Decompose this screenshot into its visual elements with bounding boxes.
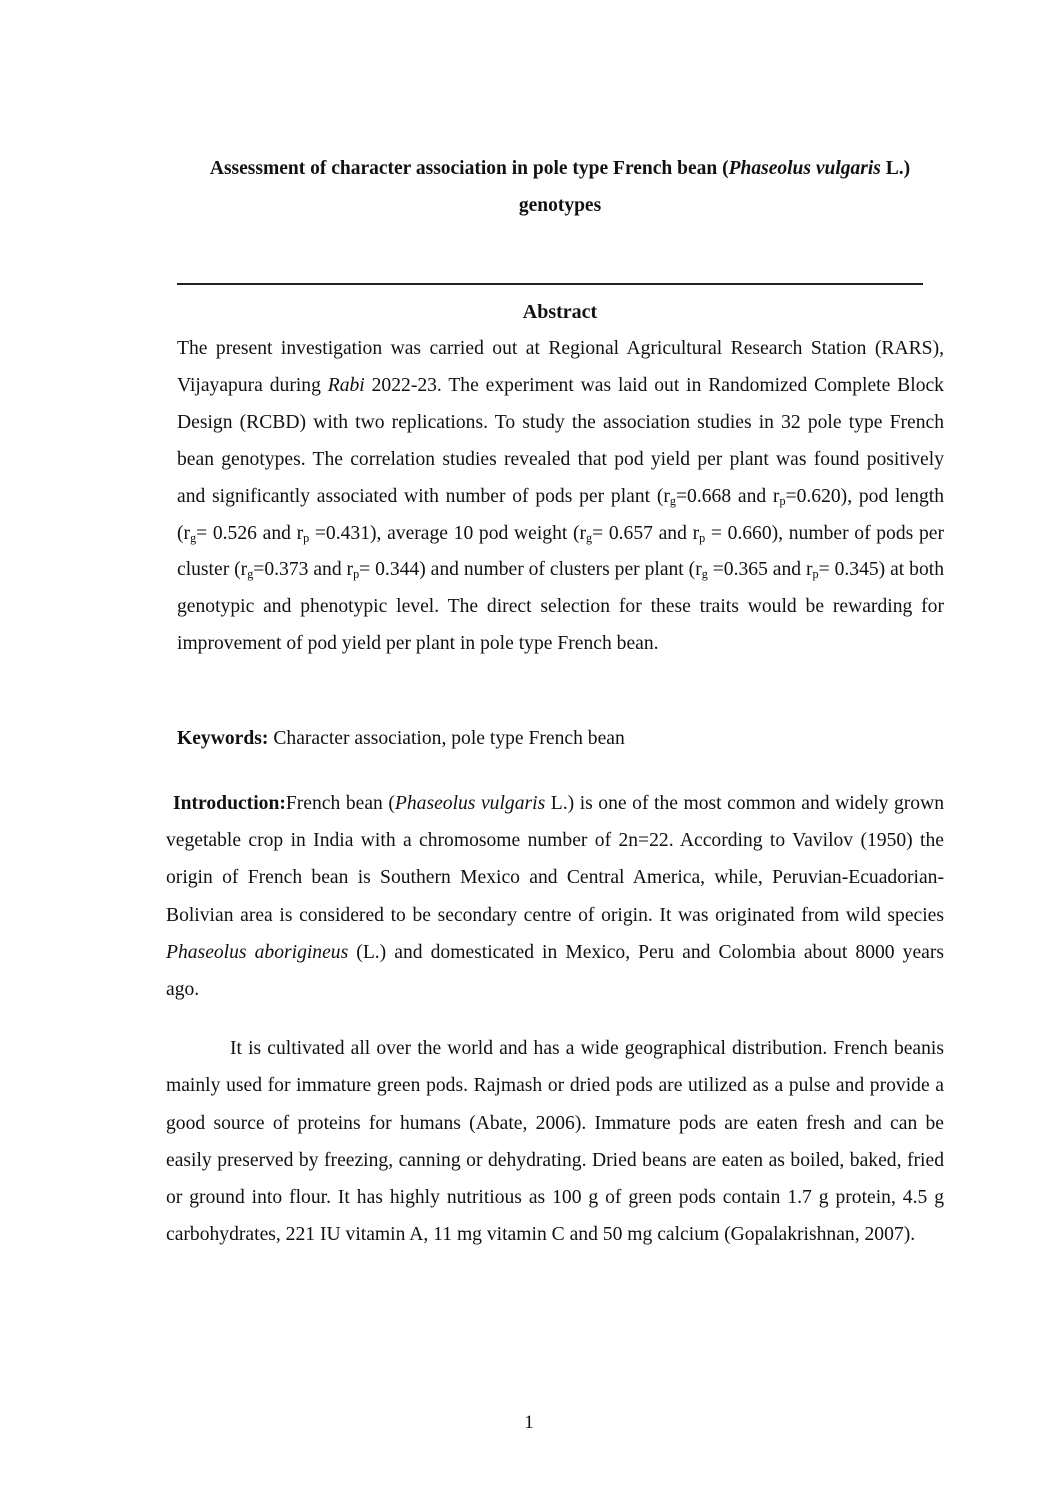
subscript-p: p bbox=[699, 530, 706, 545]
title-text-part1: Assessment of character association in pole type French bean ( bbox=[209, 158, 729, 179]
keywords-label: Keywords: bbox=[177, 728, 269, 749]
subscript-g: g bbox=[247, 567, 254, 582]
page-number: 1 bbox=[524, 1412, 534, 1433]
intro-text: French bean ( bbox=[285, 793, 395, 814]
abstract-heading: Abstract bbox=[522, 301, 598, 323]
abstract-text: 2022-23. The experiment was laid out in Randomized Complete Block Design (RCBD) with two replications. To study the association studies in 32 pole type French bean genotypes. The correlation studies revealed that pod yield per plant was found positively and significantly associated with number of pods per plant (r bbox=[177, 374, 944, 507]
abstract-text: = 0.344) and number of clusters per plant (r bbox=[359, 559, 702, 581]
introduction-label: Introduction: bbox=[173, 793, 286, 814]
introduction-paragraph-2: It is cultivated all over the world and has a wide geographical distribution. French beanis mainly used for immature green pods. Rajmash or dried pods are utilized as a pulse and provide a good source of proteins for humans (Abate, 2006). Immature pods are eaten fresh and can be easily preserved by freezing, canning or dehydrating. Dried beans are eaten as boiled, baked, fried or ground into flour. It has highly nutritious as 100 g of green pods contain 1.7 g protein, 4.5 g carbohydrates, 221 IU vitamin A, 11 mg vitamin C and 50 mg calcium (Gopalakrishnan, 2007). bbox=[166, 1038, 944, 1246]
horizontal-rule-divider bbox=[177, 283, 923, 285]
subscript-p: p bbox=[303, 530, 310, 545]
intro-species-italic: Phaseolus aborigineus bbox=[166, 941, 349, 963]
title-species-name: Phaseolus vulgaris bbox=[728, 158, 881, 179]
intro-text: L.) is one of the most common and widely grown vegetable crop in India with a chromosome number of 2n=22. According to Vavilov (1950) the origin of French bean is Southern Mexico and Central America, while, Peruvian-Ecuadorian-Bolivian area is considered to be secondary centre of origin. It was originated from wild species bbox=[166, 793, 945, 926]
abstract-text: =0.431), average 10 pod weight (r bbox=[309, 522, 587, 544]
subscript-p: p bbox=[779, 493, 786, 508]
abstract-text: = 0.526 and r bbox=[196, 522, 304, 544]
keywords-line bbox=[177, 721, 944, 757]
abstract-text: = 0.660), number of pods per cluster (r bbox=[177, 522, 944, 581]
intro-text: (L.) and domesticated in Mexico, Peru and Colombia about 8000 years ago. bbox=[166, 941, 945, 1001]
introduction-paragraph-1 bbox=[166, 785, 944, 1008]
title-line2: genotypes bbox=[518, 195, 602, 216]
abstract-text: The present investigation was carried out at Regional Agricultural Research Station (RARS), Vijayapura during bbox=[177, 338, 944, 396]
subscript-g: g bbox=[190, 530, 197, 545]
subscript-g: g bbox=[586, 530, 593, 545]
keywords-text: Character association, pole type French bean bbox=[268, 728, 625, 749]
abstract-text: =0.365 and r bbox=[707, 559, 813, 581]
intro-species-italic: Phaseolus vulgaris bbox=[394, 793, 546, 814]
subscript-g: g bbox=[701, 567, 708, 582]
subscript-p: p bbox=[812, 567, 819, 582]
abstract-text: =0.668 and r bbox=[675, 485, 780, 507]
abstract-text: = 0.657 and r bbox=[592, 522, 700, 544]
abstract-text: =0.620), pod length (r bbox=[177, 485, 944, 544]
abstract-text: = 0.345) at both genotypic and phenotypic level. The direct selection for these traits would be rewarding for improvement of pod yield per plant in pole type French bean. bbox=[177, 559, 944, 655]
abstract-season-italic: Rabi bbox=[327, 374, 365, 396]
title-text-part2: L.) bbox=[880, 158, 911, 179]
subscript-g: g bbox=[669, 493, 676, 508]
subscript-p: p bbox=[353, 567, 360, 582]
paper-title bbox=[160, 150, 960, 224]
abstract-body bbox=[177, 331, 944, 663]
abstract-text: =0.373 and r bbox=[253, 559, 354, 581]
